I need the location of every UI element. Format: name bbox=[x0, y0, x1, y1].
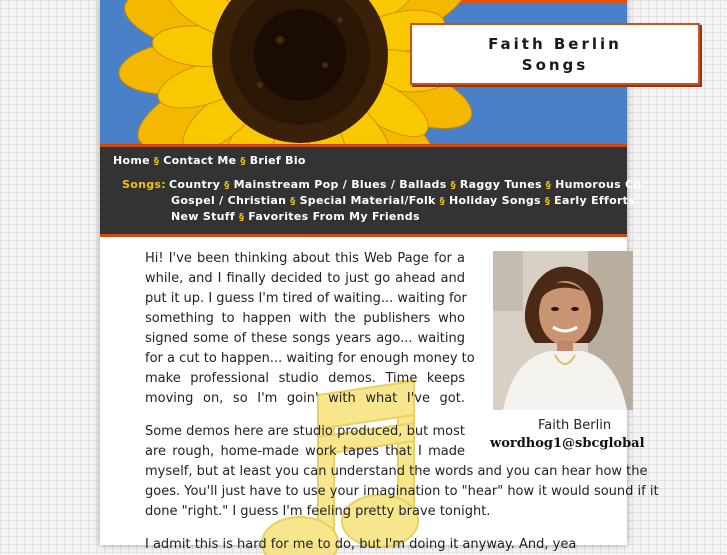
nav-separator: § bbox=[224, 180, 230, 191]
nav-separator: § bbox=[545, 180, 552, 191]
nav-link-mainstream-pop[interactable]: Mainstream Pop / Blues / Ballads bbox=[233, 178, 447, 191]
nav-separator: § bbox=[153, 156, 160, 167]
nav-link-favorites[interactable]: Favorites From My Friends bbox=[248, 210, 420, 223]
sunflower-image bbox=[100, 0, 440, 146]
songs-nav-row1 bbox=[169, 178, 641, 191]
songs-nav-row3 bbox=[171, 210, 420, 223]
intro-paragraph bbox=[145, 249, 475, 409]
admission-line: I admit this is hard for me to do, but I'm doing it anyway. And, yea bbox=[145, 537, 577, 552]
nav-link-home[interactable]: Home bbox=[113, 154, 150, 167]
main-content bbox=[100, 237, 659, 552]
intro-line: make professional studio demos. Time keeps bbox=[145, 371, 465, 386]
nav-link-country[interactable]: Country bbox=[169, 178, 221, 191]
intro-line: for a cut to happen... waiting for enough money to bbox=[145, 351, 475, 366]
intro-line: put it up. I guess I'm tired of waiting... waiting for bbox=[145, 291, 467, 306]
portrait-photo bbox=[493, 251, 633, 410]
demos-line: done "right." I guess I'm feeling pretty brave tonight. bbox=[145, 504, 491, 519]
site-title-line1: Faith Berlin bbox=[488, 35, 622, 53]
intro-line: while, and I finally decided to just go ahead and bbox=[145, 271, 465, 286]
nav-separator: § bbox=[544, 196, 551, 207]
demos-line: goes. You'll just have to use your imagination to "hear" how it would sound if it bbox=[145, 484, 659, 499]
site-title-line2: Songs bbox=[521, 56, 589, 74]
nav-link-humorous[interactable]: Humorous Co bbox=[555, 178, 642, 191]
nav-link-contact[interactable]: Contact Me bbox=[163, 154, 237, 167]
navigation-bar bbox=[100, 147, 642, 234]
header-banner bbox=[100, 0, 627, 146]
nav-separator: § bbox=[450, 180, 456, 191]
nav-separator: § bbox=[238, 212, 245, 223]
nav-link-raggy-tunes[interactable]: Raggy Tunes bbox=[459, 178, 542, 191]
intro-line: signed some of these songs years ago... waiting bbox=[145, 331, 465, 346]
nav-link-holiday-songs[interactable]: Holiday Songs bbox=[448, 194, 541, 207]
nav-link-bio[interactable]: Brief Bio bbox=[249, 154, 306, 167]
nav-separator: § bbox=[439, 196, 445, 207]
nav-link-special-material[interactable]: Special Material/Folk bbox=[299, 194, 436, 207]
demos-line: myself, but at least you can understand the words and you can hear how the bbox=[145, 464, 648, 479]
intro-line: Hi! I've been thinking about this Web Page for a bbox=[145, 251, 465, 266]
intro-line: something to happen with the publishers who bbox=[145, 311, 465, 326]
intro-line: moving on, so I'm goin' with what I've got. bbox=[145, 391, 465, 406]
nav-link-new-stuff[interactable]: New Stuff bbox=[171, 210, 235, 223]
page-container bbox=[100, 0, 659, 552]
email-link[interactable]: wordhog1@sbcglobal bbox=[490, 436, 645, 451]
main-nav bbox=[113, 154, 306, 167]
admission-paragraph bbox=[145, 535, 576, 555]
demos-line: Some demos here are studio produced, but most bbox=[145, 424, 465, 439]
nav-link-early-efforts[interactable]: Early Efforts bbox=[554, 194, 636, 207]
site-title-box bbox=[410, 23, 700, 85]
nav-separator: § bbox=[290, 196, 296, 207]
photo-caption: Faith Berlin bbox=[538, 418, 612, 433]
nav-separator: § bbox=[240, 156, 246, 167]
songs-nav-row2 bbox=[171, 194, 635, 207]
songs-label: Songs: bbox=[122, 178, 166, 191]
demos-line: are rough, home-made work tapes that I made bbox=[145, 444, 465, 459]
nav-link-gospel[interactable]: Gospel / Christian bbox=[171, 194, 287, 207]
